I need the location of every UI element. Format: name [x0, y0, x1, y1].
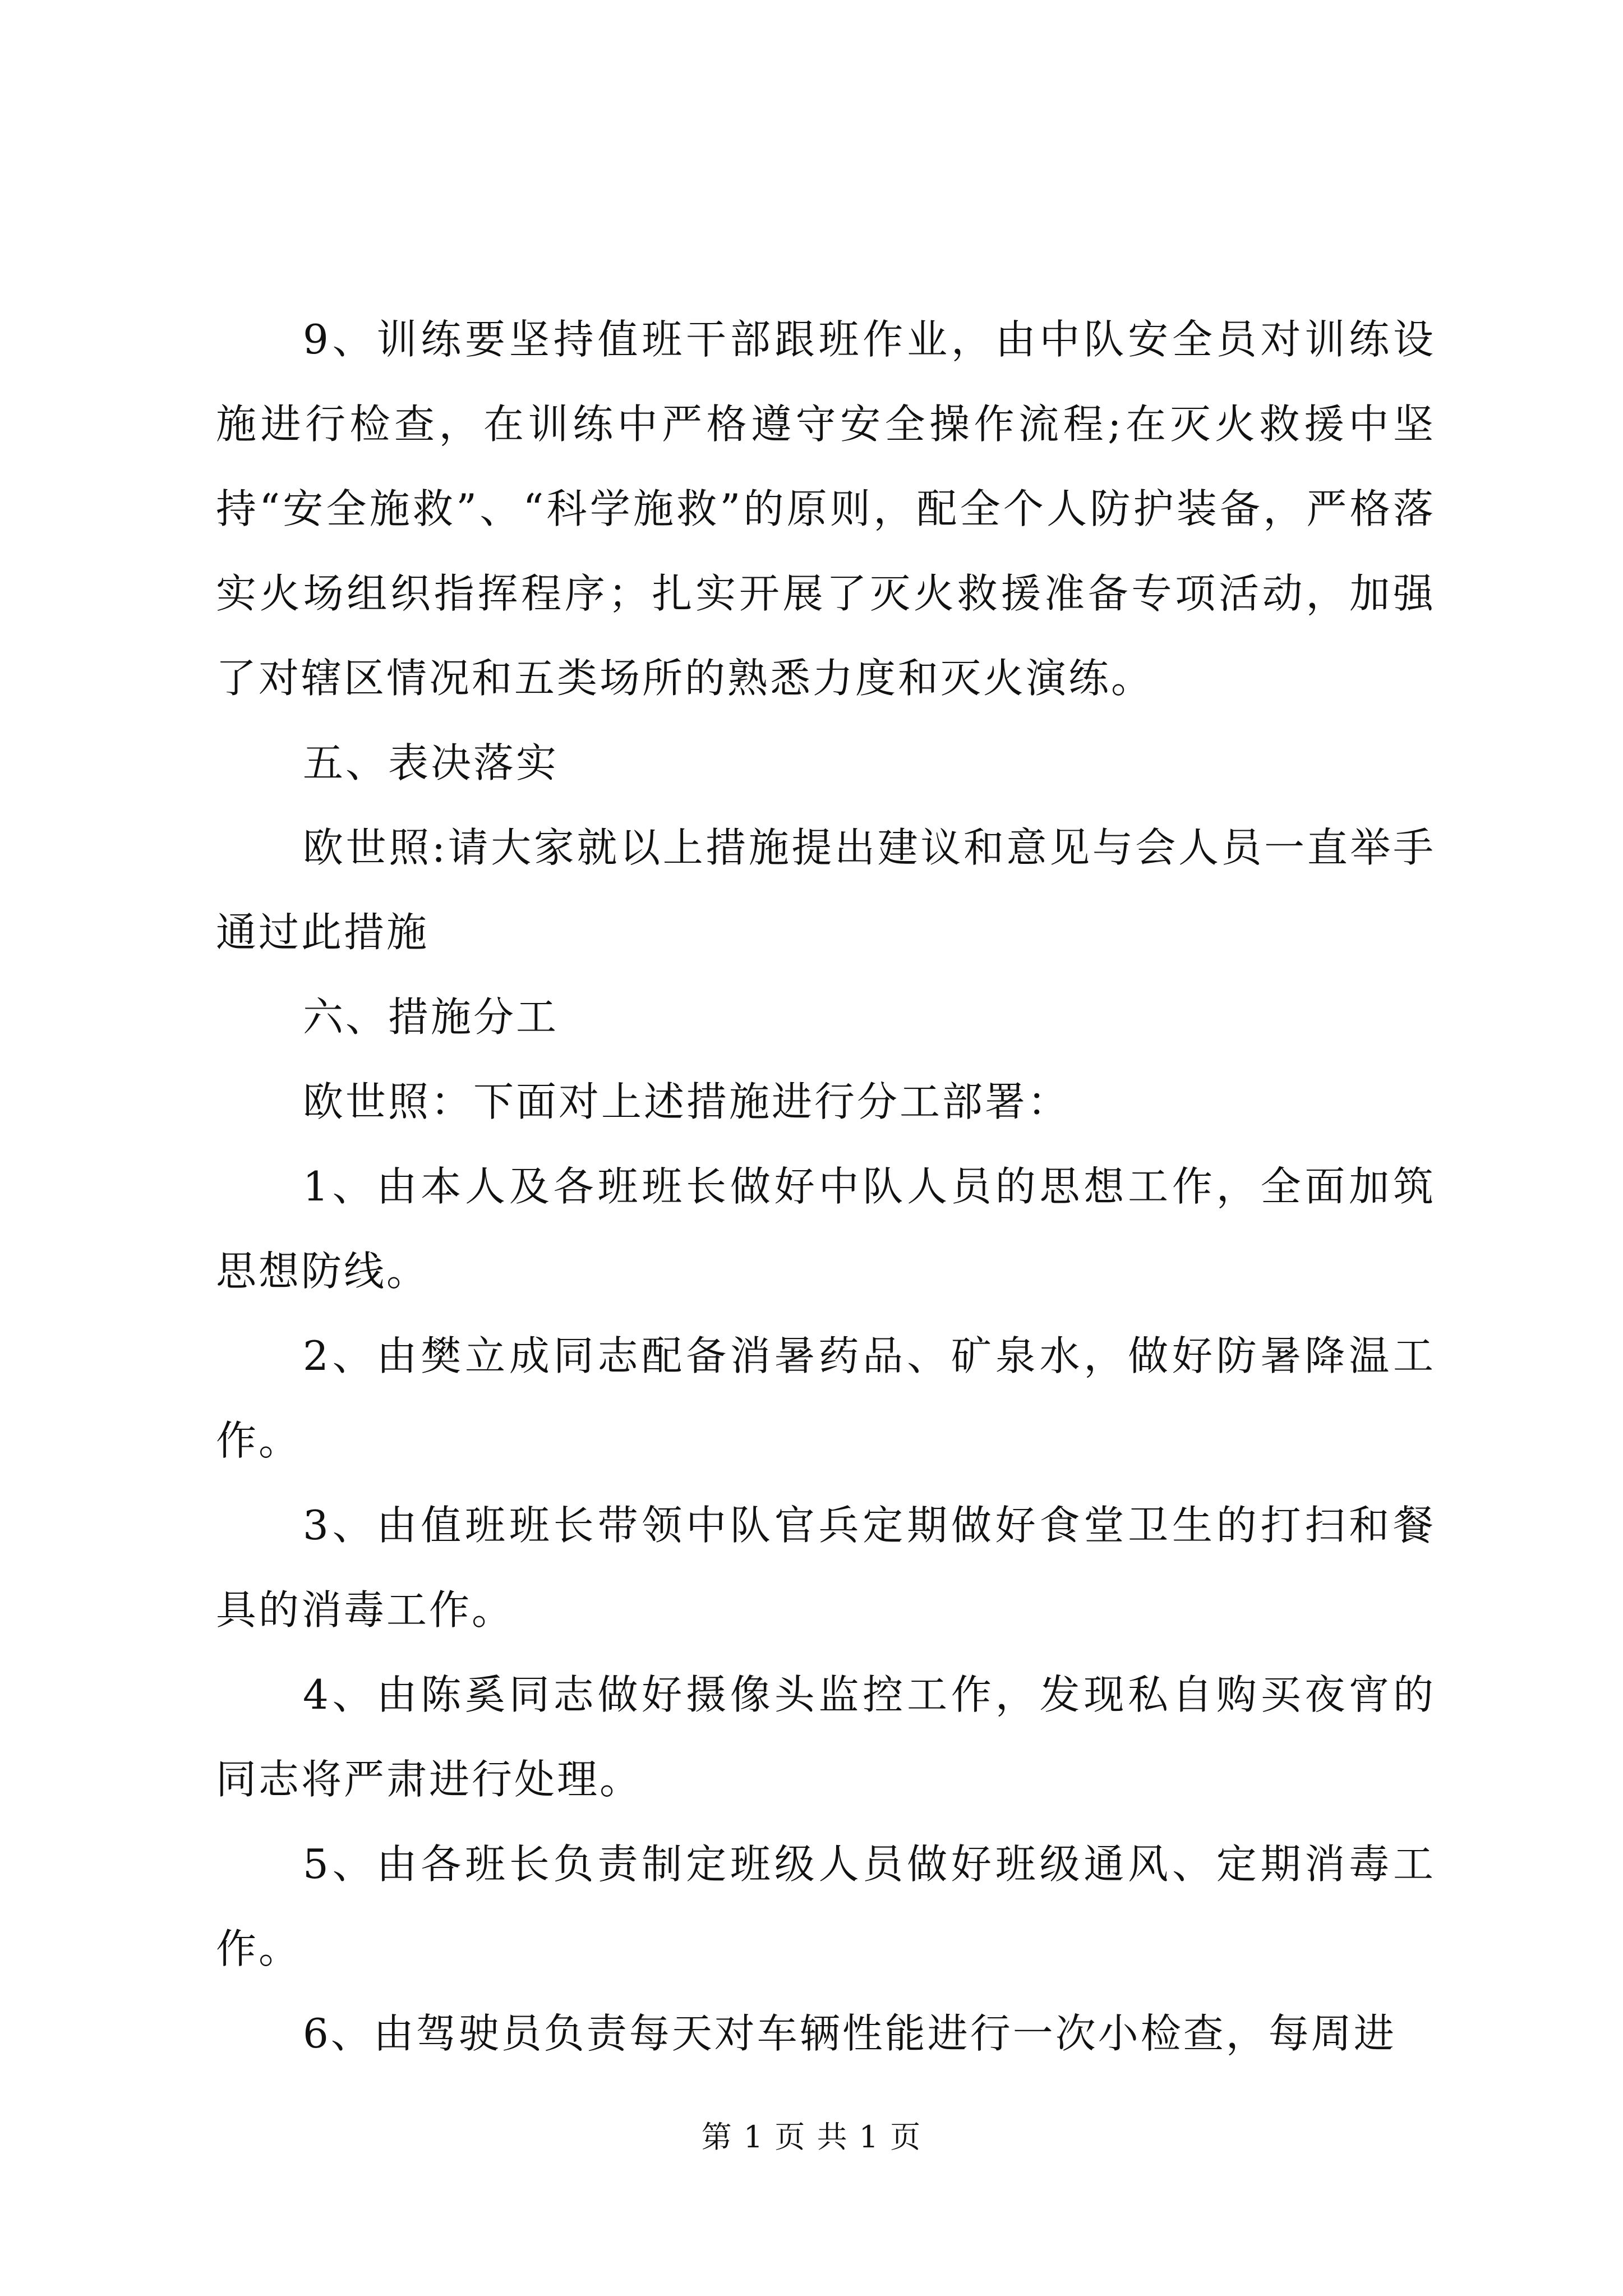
section-heading-vote: 五、表决落实 [303, 739, 559, 786]
paragraph-item-5: 5、由各班长负责制定班级人员做好班级通风、定期消毒工作。 [216, 1841, 1436, 1972]
paragraph-item-4: 4、由陈奚同志做好摄像头监控工作，发现私自购买夜宵的同志将严肃进行处理。 [216, 1671, 1436, 1803]
document-body [216, 297, 1436, 2076]
paragraph-item-9: 9、训练要坚持值班干部跟班作业，由中队安全员对训练设施进行检查，在训练中严格遵守安全操作流程;在灭火救援中坚持“安全施救”、“科学施救”的原则，配全个人防护装备，严格落实火场组织指挥程序；扎实开展了灭火救援准备专项活动，加强了对辖区情况和五类场所的熟悉力度和灭火演练。 [216, 316, 1436, 702]
section-heading-division: 六、措施分工 [303, 993, 559, 1041]
page-footer: 第 1 页 共 1 页 [701, 2119, 922, 2155]
paragraph-item-2: 2、由樊立成同志配备消暑药品、矿泉水，做好防暑降温工作。 [216, 1332, 1436, 1464]
paragraph-item-1: 1、由本人及各班班长做好中队人员的思想工作，全面加筑思想防线。 [216, 1163, 1436, 1295]
paragraph-division-intro: 欧世照：下面对上述措施进行分工部署： [303, 1078, 1071, 1125]
paragraph-item-3: 3、由值班班长带领中队官兵定期做好食堂卫生的打扫和餐具的消毒工作。 [216, 1502, 1436, 1634]
paragraph-item-6: 6、由驾驶员负责每天对车辆性能进行一次小检查，每周进 [303, 2010, 1396, 2057]
paragraph-vote-statement: 欧世照:请大家就以上措施提出建议和意见与会人员一直举手通过此措施 [216, 824, 1436, 956]
